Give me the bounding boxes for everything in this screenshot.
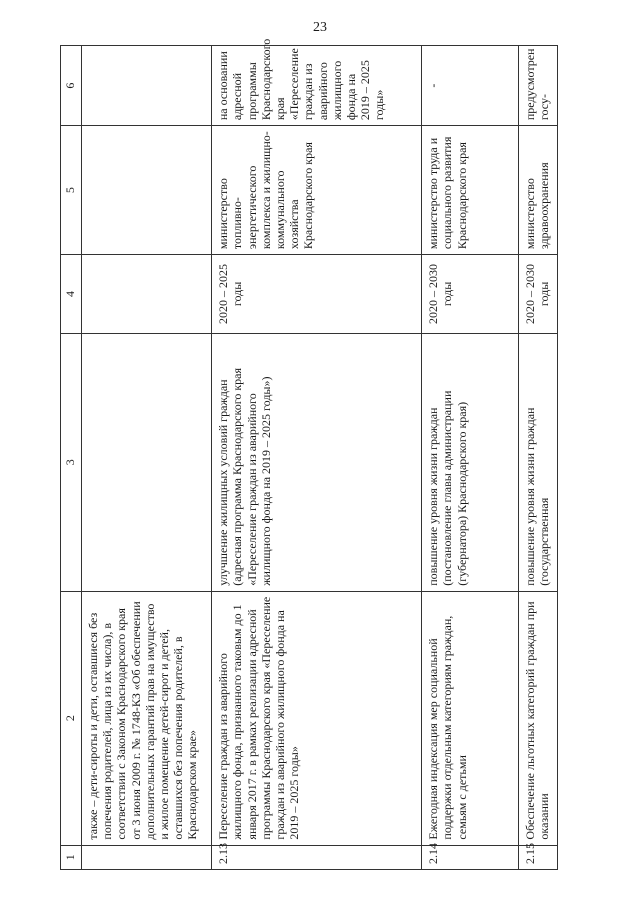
column-header: 3 <box>61 333 82 591</box>
responsible <box>82 126 212 255</box>
column-header: 5 <box>61 126 82 255</box>
expected-result: повышение уровня жизни граждан (постановление главы администрации (губернатора) Краснодарского края) <box>422 333 519 591</box>
page-number: 23 <box>313 20 327 35</box>
responsible: министерство здравоохранения <box>518 126 557 255</box>
period: 2020 – 2030 годы <box>518 255 557 334</box>
measure-name: также – дети-сироты и дети, оставшиеся без попечения родителей, лица из их числа), в соответствии с Законом Краснодарского края от 3 июня 2009 г. № 1748-КЗ «Об обеспечении дополнительных гарантий прав на имущество и жилое помещение детей-сирот и детей, оставшихся без попечения родителей, в Краснодарском крае» <box>82 591 212 845</box>
column-header: 4 <box>61 255 82 334</box>
rotated-table-frame <box>60 38 558 870</box>
table-row <box>212 46 422 870</box>
period: 2020 – 2030 годы <box>422 255 519 334</box>
responsible: министерство труда и социального развития Краснодарского края <box>422 126 519 255</box>
expected-result <box>82 333 212 591</box>
measure-name: Ежегодная индексация мер социальной поддержки отдельным категориям граждан, семьям с детьми <box>422 591 519 845</box>
note: предусмотрен госу- <box>518 46 557 126</box>
measures-table <box>60 38 558 870</box>
table-row <box>518 46 557 870</box>
column-header: 1 <box>61 845 82 869</box>
note: - <box>422 46 519 126</box>
row-number: 2.15 <box>518 845 557 869</box>
row-number <box>82 845 212 869</box>
period <box>82 255 212 334</box>
table-row <box>422 46 519 870</box>
expected-result: повышение уровня жизни граждан (государственная <box>518 333 557 591</box>
measure-name: Переселение граждан из аварийного жилищного фонда, признанного таковым до 1 января 2017 г. в рамках реализации адресной программы Краснодарского края «Переселение граждан из аварийного жилищного фонда на 2019 – 2025 годы» <box>212 591 422 845</box>
measure-name: Обеспечение льготных категорий граждан при оказании <box>518 591 557 845</box>
row-number: 2.13 <box>212 845 422 869</box>
column-header: 2 <box>61 591 82 845</box>
table-row <box>82 46 212 870</box>
note: на основании адресной программы Краснодарского края «Переселение граждан из аварийного жилищного фонда на 2019 – 2025 годы» <box>212 46 422 126</box>
period: 2020 – 2025 годы <box>212 255 422 334</box>
row-number: 2.14 <box>422 845 519 869</box>
expected-result: улучшение жилищных условий граждан (адресная программа Краснодарского края «Переселение граждан из аварийного жилищного фонда на 2019 – 2025 годы») <box>212 333 422 591</box>
table-header-row <box>61 46 82 870</box>
responsible: министерство топливно-энергетического комплекса и жилищно-коммунального хозяйства Краснодарского края <box>212 126 422 255</box>
column-header: 6 <box>61 46 82 126</box>
note <box>82 46 212 126</box>
